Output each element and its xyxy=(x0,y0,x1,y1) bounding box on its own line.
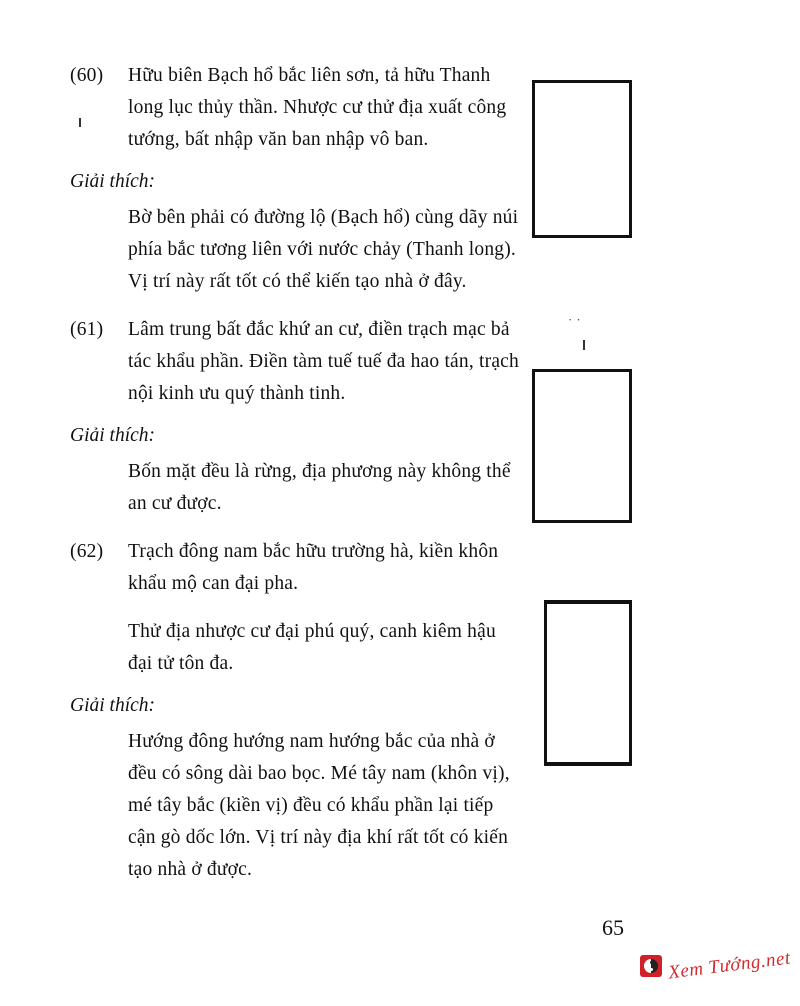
explanation-62: Hướng đông hướng nam hướng bắc của nhà ở đều có sông dài bao bọc. Mé tây nam (khôn vị), mé tây bắc (kiền vị) đều có khẩu phần lại tiếp cận gò dốc lớn. Vị trí này địa khí rất tốt có kiến tạo nhà ở được. xyxy=(128,731,510,880)
rectangle-diagram-3 xyxy=(544,600,632,766)
verse-number: (61) xyxy=(70,319,104,340)
numbered-paragraph xyxy=(70,536,520,600)
verse-text: Lâm trung bất đắc khứ an cư, điền trạch mạc bả tác khẩu phần. Điền tàm tuế tuế đa hao tán, trạch nội kinh ưu quý thành tinh. xyxy=(128,319,519,404)
verse-number: (62) xyxy=(70,541,104,562)
watermark-text: Xem Tướng.net xyxy=(667,947,792,984)
rectangle-diagram-1 xyxy=(532,80,632,238)
verse-61 xyxy=(70,314,520,410)
numbered-paragraph xyxy=(70,60,520,156)
dot-marks: ·· xyxy=(568,312,585,327)
numbered-paragraph xyxy=(70,314,520,410)
tick-mark xyxy=(583,340,585,350)
page-number: 65 xyxy=(602,915,624,940)
rectangle-diagram-2 xyxy=(532,369,632,523)
verse-62 xyxy=(70,536,520,600)
verse-number: (60) xyxy=(70,65,104,86)
explanation-60: Bờ bên phải có đường lộ (Bạch hổ) cùng dãy núi phía bắc tương liên với nước chảy (Thanh long). Vị trí này rất tốt có thể kiến tạo nhà ở đây. xyxy=(128,207,519,292)
text-column xyxy=(70,60,520,886)
explanation-61: Bốn mặt đều là rừng, địa phương này không thể an cư được. xyxy=(128,461,511,514)
verse-60 xyxy=(70,60,520,156)
yin-yang-icon xyxy=(640,955,662,977)
watermark xyxy=(640,947,792,984)
section-heading-giai-thich-3: Giải thích: xyxy=(70,695,156,716)
verse-text: Trạch đông nam bắc hữu trường hà, kiền khôn khẩu mộ can đại pha. xyxy=(128,541,499,594)
section-heading-giai-thich-2: Giải thích: xyxy=(70,425,156,446)
margin-tick-mark xyxy=(79,118,81,127)
verse-62-continued: Thử địa nhược cư đại phú quý, canh kiêm hậu đại tử tôn đa. xyxy=(128,621,496,674)
section-heading-giai-thich-1: Giải thích: xyxy=(70,171,156,192)
verse-text: Hữu biên Bạch hổ bắc liên sơn, tả hữu Thanh long lục thủy thần. Nhược cư thử địa xuất công tướng, bất nhập văn ban nhập vô ban. xyxy=(128,65,507,150)
